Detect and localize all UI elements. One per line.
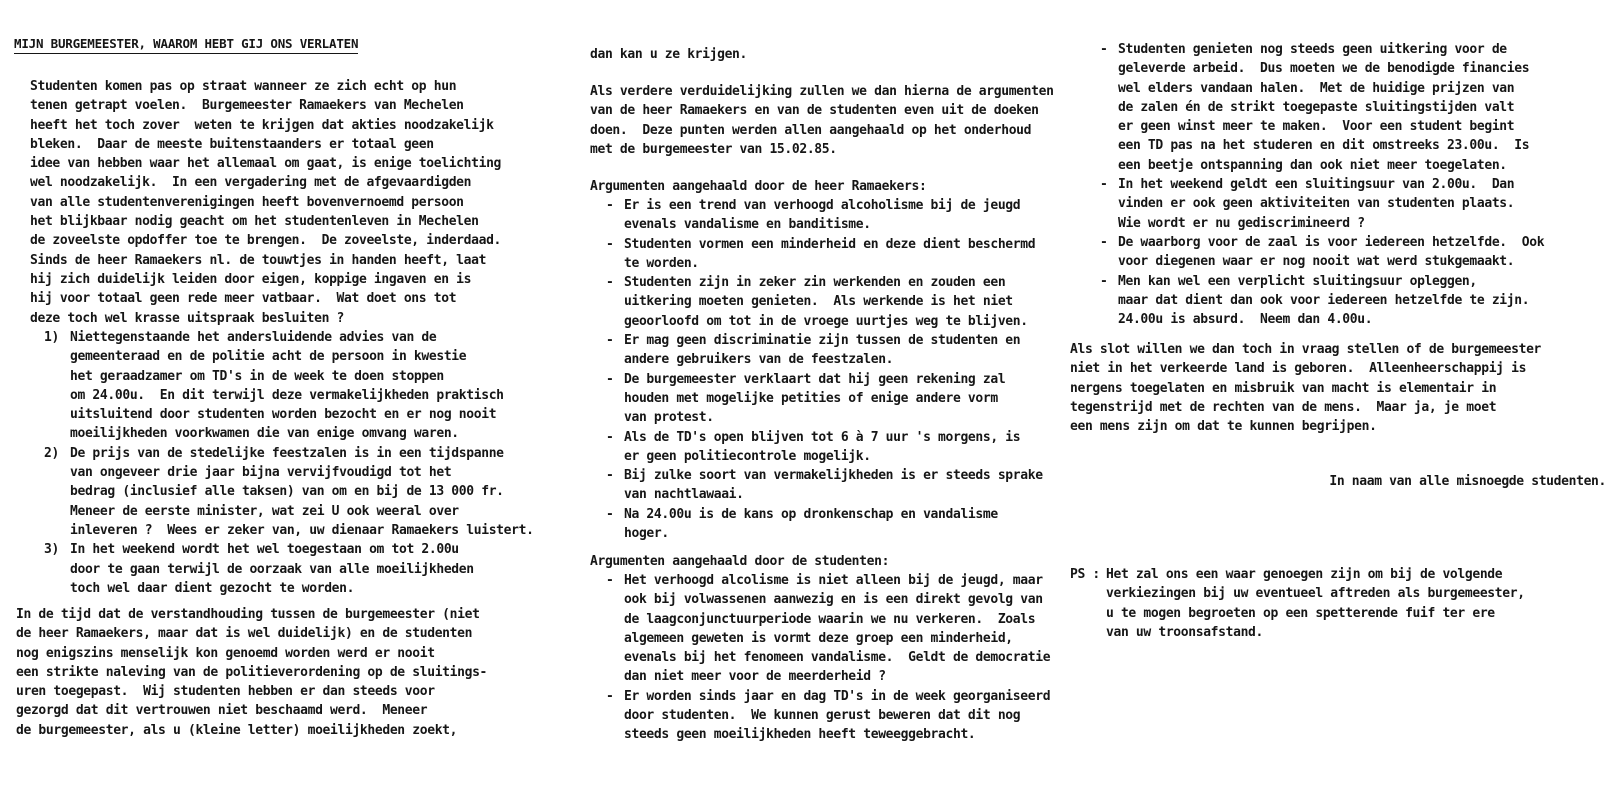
ps-body <box>1070 565 1605 642</box>
text-line: om 24.00u. En dit terwijl deze vermakelijkheden praktisch <box>70 387 504 403</box>
signature-block <box>1100 472 1606 492</box>
document-title: MIJN BURGEMEESTER, WAAROM HEBT GIJ ONS VERLATEN <box>14 36 358 54</box>
bullet-dash: - <box>606 429 614 445</box>
text-line: Er worden sinds jaar en dag TD's in de week georganiseerd <box>624 688 1051 704</box>
text-line: wel elders vandaan halen. Met de huidige prijzen van <box>1118 80 1515 96</box>
text-line: er geen politiecontrole mogelijk. <box>624 448 871 464</box>
list-item <box>606 331 1096 370</box>
item-number: 2) <box>44 445 59 461</box>
text-line: wel noodzakelijk. In een vergadering met de afgevaardigden <box>30 175 472 191</box>
text-line: het blijkbaar nodig geacht om het studentenleven in Mechelen <box>30 214 479 230</box>
list-item <box>1100 40 1605 175</box>
bullet-dash: - <box>1100 273 1108 289</box>
text-line: Studenten vormen een minderheid en deze dient beschermd <box>624 236 1036 252</box>
text-line: uitkering moeten genieten. Als werkende is het niet <box>624 294 1013 310</box>
text-line: dan niet meer voor de meerderheid ? <box>624 669 886 685</box>
bullet-dash: - <box>1100 42 1108 57</box>
text-line: inleveren ? Wees er zeker van, uw dienaar Ramaekers luistert. <box>70 522 534 538</box>
mayor-arguments-heading <box>590 177 926 196</box>
item-number: 1) <box>44 330 59 345</box>
text-line: vinden er ook geen aktiviteiten van studenten plaats. <box>1118 196 1515 212</box>
text-line: Als de TD's open blijven tot 6 à 7 uur 's morgens, is <box>624 429 1021 445</box>
list-item <box>606 428 1096 467</box>
text-line: Bij zulke soort van vermakelijkheden is er steeds sprake <box>624 468 1043 484</box>
text-line: een beetje ontspanning dan ook niet meer toegelaten. <box>1118 157 1507 173</box>
text-line: bedrag (inclusief alle taksen) van om en bij de 13 000 fr. <box>70 484 504 500</box>
list-item <box>606 196 1096 235</box>
text-line: Er mag geen discriminatie zijn tussen de studenten en <box>624 333 1021 349</box>
text-line: de burgemeester, als u (kleine letter) moeilijkheden zoekt, <box>16 722 458 738</box>
text-line: Als verdere verduidelijking zullen we dan hierna de argumenten <box>590 84 1054 99</box>
bullet-dash: - <box>606 468 614 484</box>
text-line: voor diegenen waar er nog nooit wat werd stukgemaakt. <box>1118 254 1515 270</box>
text-line: nergens toegelaten en misbruik van macht is elementair in <box>1070 380 1497 396</box>
text-line: er geen winst meer te maken. Voor een student begint <box>1118 119 1515 135</box>
text-line: van de heer Ramaekers en van de studenten even uit de doeken <box>590 103 1039 119</box>
text-line: geoorloofd om tot in de vroege uurtjes weg te blijven. <box>624 313 1028 329</box>
text-line: houden met mogelijke petities of enige andere vorm <box>624 390 998 406</box>
text-line: door te gaan terwijl de oorzaak van alle moeilijkheden <box>70 561 474 577</box>
numbered-item <box>44 328 584 444</box>
list-item <box>606 687 1096 745</box>
text-line: Studenten komen pas op straat wanneer ze zich echt op hun <box>30 79 457 94</box>
text-line: geleverde arbeid. Dus moeten we de benodigde financies <box>1118 61 1530 77</box>
text-line: In het weekend wordt het wel toegestaan om tot 2.00u <box>70 542 459 558</box>
text-line: een TD pas na het studeren en dit omstreeks 23.00u. Is <box>1118 138 1530 154</box>
text-line: Er is een trend van verhoogd alcoholisme bij de jeugd <box>624 198 1021 213</box>
section-heading: Argumenten aangehaald door de heer Ramaekers: <box>590 179 927 194</box>
list-item <box>606 370 1096 428</box>
bullet-dash: - <box>1100 177 1108 193</box>
text-line: uren toegepast. Wij studenten hebben er dan steeds voor <box>16 684 435 700</box>
bullet-dash: - <box>606 506 614 522</box>
text-line: met de burgemeester van 15.02.85. <box>590 141 837 157</box>
list-item <box>606 466 1096 505</box>
list-item <box>606 571 1096 687</box>
text-line: gemeenteraad en de politie acht de persoon in kwestie <box>70 349 467 365</box>
numbered-item <box>44 444 584 540</box>
text-line: tegenstrijd met de rechten van de mens. Maar ja, je moet <box>1070 399 1497 415</box>
student-arguments-list <box>606 571 1096 745</box>
list-item <box>1100 272 1605 330</box>
text-line: nog enigszins menselijk kon genoemd worden werd er nooit <box>16 645 435 661</box>
text-line: de heer Ramaekers, maar dat is wel duidelijk) en de studenten <box>16 626 473 642</box>
list-item <box>606 505 1096 544</box>
text-line: maar dat dient dan ook voor iedereen hetzelfde te zijn. <box>1118 292 1530 308</box>
text-line: Sinds de heer Ramaekers nl. de touwtjes in handen heeft, laat <box>30 252 487 268</box>
text-line: tenen getrapt voelen. Burgemeester Ramaekers van Mechelen <box>30 98 464 114</box>
text-line: moeilijkheden voorkwamen die van enige omvang waren. <box>70 426 459 442</box>
text-line: Na 24.00u is de kans op dronkenschap en vandalisme <box>624 506 998 522</box>
bullet-dash: - <box>606 275 614 291</box>
text-line: hij zich duidelijk leiden door eigen, koppige ingaven en is <box>30 271 472 287</box>
text-line: hij voor totaal geen rede meer vatbaar. Wat doet ons tot <box>30 291 457 307</box>
text-line: 24.00u is absurd. Neem dan 4.00u. <box>1118 312 1373 328</box>
text-line: Het verhoogd alcolisme is niet alleen bij de jeugd, maar <box>624 573 1043 588</box>
list-item <box>1100 175 1605 233</box>
text-line: Meneer de eerste minister, wat zei U ook weeral over <box>70 503 459 519</box>
list-item <box>606 273 1096 331</box>
student-arguments-heading <box>590 552 889 571</box>
list-item <box>1100 233 1605 272</box>
text-line: te worden. <box>624 255 699 271</box>
text-line: idee van hebben waar het allemaal om gaat, is enige toelichting <box>30 156 502 172</box>
item-number: 3) <box>44 542 59 558</box>
numbered-list <box>44 328 584 598</box>
text-line: Wie wordt er nu gediscrimineerd ? <box>1118 215 1365 231</box>
section-heading: Argumenten aangehaald door de studenten: <box>590 554 890 569</box>
bullet-dash: - <box>1100 234 1108 250</box>
text-line: uitsluitend door studenten worden bezocht en er nog nooit <box>70 407 497 423</box>
bullet-dash: - <box>606 198 614 213</box>
postscript <box>1070 565 1605 642</box>
text-line: bleken. Daar de meeste buitenstaanders er totaal geen <box>30 136 434 152</box>
text-line: In het weekend geldt een sluitingsuur van 2.00u. Dan <box>1118 177 1515 193</box>
text-line: algemeen geweten is vormt deze groep een minderheid, <box>624 630 1013 646</box>
opening-line <box>590 45 747 64</box>
bullet-dash: - <box>606 573 614 588</box>
text-line: deze toch wel krasse uitspraak besluiten ? <box>30 310 345 326</box>
list-item <box>606 235 1096 274</box>
text-line: toch wel daar dient gezocht te worden. <box>70 580 355 596</box>
text-line: van uw troonsafstand. <box>1106 624 1264 640</box>
text-line: In de tijd dat de verstandhouding tussen de burgemeester (niet <box>16 607 480 622</box>
text-line: Het zal ons een waar genoegen zijn om bij de volgende <box>1106 567 1503 582</box>
text-line: niet in het verkeerde land is geboren. Alleenheerschappij is <box>1070 361 1527 377</box>
text-line: van protest. <box>624 410 714 426</box>
intro-paragraph <box>30 77 575 328</box>
bullet-dash: - <box>606 333 614 349</box>
text-line: andere gebruikers van de feestzalen. <box>624 352 894 368</box>
text-line: heeft het toch zover weten te krijgen dat akties noodzakelijk <box>30 117 494 133</box>
text-line: steeds geen moeilijkheden heeft teweeggebracht. <box>624 727 976 743</box>
bullet-dash: - <box>606 371 614 387</box>
numbered-item <box>44 540 584 598</box>
text-line: De burgemeester verklaart dat hij geen rekening zal <box>624 371 1006 387</box>
text-line: u te mogen begroeten op een spetterende fuif ter ere <box>1106 605 1495 621</box>
bullet-dash: - <box>606 688 614 704</box>
text-line: Studenten genieten nog steeds geen uitkering voor de <box>1118 42 1507 57</box>
text-line: Als slot willen we dan toch in vraag stellen of de burgemeester <box>1070 342 1542 357</box>
text-line: ook bij volwassenen aanwezig en is een direkt gevolg van <box>624 592 1043 608</box>
explanation-paragraph <box>590 82 1090 159</box>
text-line: van alle studentenverenigingen heeft bovenvernoemd persoon <box>30 194 464 210</box>
text-line: een strikte naleving van de politieverordening op de sluitings- <box>16 664 488 680</box>
text-line: de zalen én de strikt toegepaste sluitingstijden valt <box>1118 99 1515 115</box>
text-line: een mens zijn om dat te kunnen begrijpen. <box>1070 419 1377 435</box>
text-line: de laagconjunctuurperiode waarin we nu verkeren. Zoals <box>624 611 1036 627</box>
text-line: Niettegenstaande het andersluidende advies van de <box>70 330 437 345</box>
text-line: hoger. <box>624 526 669 542</box>
text-line: Studenten zijn in zeker zin werkenden en zouden een <box>624 275 1006 291</box>
text-line: verkiezingen bij uw eventueel aftreden als burgemeester, <box>1106 586 1525 602</box>
ps-label: PS : <box>1070 567 1100 582</box>
text-line: van nachtlawaai. <box>624 487 744 503</box>
text-line: door studenten. We kunnen gerust beweren dat dit nog <box>624 708 1021 724</box>
text-line: de zoveelste opdoffer toe te brengen. De zoveelste, inderdaad. <box>30 233 502 249</box>
text-line: evenals vandalisme en banditisme. <box>624 217 871 233</box>
text-line: gezorgd dat dit vertrouwen niet beschaamd werd. Meneer <box>16 703 428 719</box>
text-line: De prijs van de stedelijke feestzalen is in een tijdspanne <box>70 445 504 461</box>
text-line: evenals bij het fenomeen vandalisme. Geldt de democratie <box>624 650 1051 666</box>
bullet-dash: - <box>606 236 614 252</box>
text-line: het geraadzamer om TD's in de week te doen stoppen <box>70 368 444 384</box>
text-line: doen. Deze punten werden allen aangehaald op het onderhoud <box>590 122 1032 138</box>
mayor-arguments-list <box>606 196 1096 543</box>
text-line: van ongeveer drie jaar bijna vervijfvoudigd tot het <box>70 465 452 481</box>
conclusion-paragraph <box>1070 340 1605 436</box>
student-arguments-continued <box>1100 40 1605 329</box>
text-line: Men kan wel een verplicht sluitingsuur opleggen, <box>1118 273 1477 289</box>
text-line: dan kan u ze krijgen. <box>590 47 748 62</box>
signature: In naam van alle misnoegde studenten. <box>1329 474 1606 489</box>
text-line: De waarborg voor de zaal is voor iedereen hetzelfde. Ook <box>1118 234 1545 250</box>
closing-paragraph <box>16 605 576 740</box>
